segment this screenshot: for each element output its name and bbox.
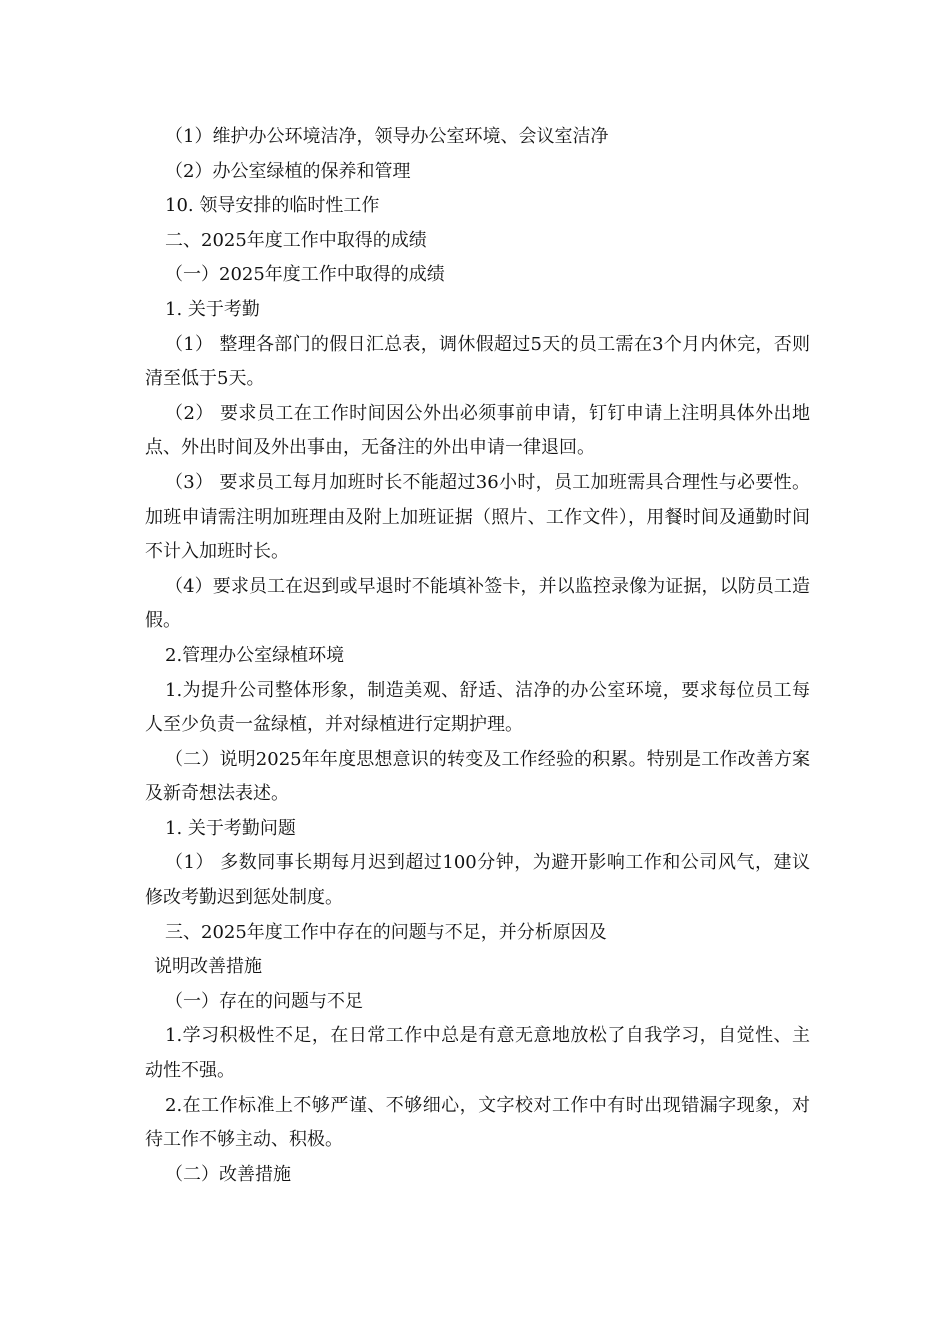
subsection-heading: （二）说明2025年年度思想意识的转变及工作经验的积累。特别是工作改善方案及新奇想法表述。 (145, 748, 810, 805)
document-body (145, 120, 810, 1192)
paragraph: 2.在工作标准上不够严谨、不够细心，文字校对工作中有时出现错漏字现象，对待工作不够主动、积极。 (145, 1094, 810, 1151)
paragraph: （2）办公室绿植的保养和管理 (165, 160, 411, 182)
paragraph: （1） 多数同事长期每月迟到超过100分钟，为避开影响工作和公司风气，建议修改考勤迟到惩处制度。 (145, 852, 810, 909)
subsection-heading: （一）存在的问题与不足 (165, 990, 363, 1012)
paragraph: 1.为提升公司整体形象，制造美观、舒适、洁净的办公室环境，要求每位员工每人至少负责一盆绿植，并对绿植进行定期护理。 (145, 679, 810, 736)
paragraph: （1）维护办公环境洁净，领导办公室环境、会议室洁净 (165, 126, 609, 147)
section-heading-continued: 说明改善措施 (154, 956, 262, 978)
paragraph: （2） 要求员工在工作时间因公外出必须事前申请，钉钉申请上注明具体外出地点、外出时间及外出事由，无备注的外出申请一律退回。 (145, 402, 810, 459)
subsection-heading: （二）改善措施 (165, 1163, 291, 1185)
section-heading: 三、2025年度工作中存在的问题与不足，并分析原因及 (165, 921, 607, 943)
item-heading: 1. 关于考勤 (165, 298, 260, 320)
paragraph: 1.学习积极性不足，在日常工作中总是有意无意地放松了自我学习，自觉性、主动性不强。 (145, 1025, 810, 1082)
paragraph: （4）要求员工在迟到或早退时不能填补签卡，并以监控录像为证据，以防员工造假。 (145, 575, 810, 632)
item-heading: 1. 关于考勤问题 (165, 817, 296, 839)
paragraph: 10. 领导安排的临时性工作 (165, 195, 380, 217)
subsection-heading: （一）2025年度工作中取得的成绩 (165, 264, 445, 286)
paragraph: （1） 整理各部门的假日汇总表，调休假超过5天的员工需在3个月内休完，否则清至低于5天。 (145, 333, 810, 390)
section-heading: 二、2025年度工作中取得的成绩 (165, 229, 427, 251)
paragraph: （3） 要求员工每月加班时长不能超过36小时，员工加班需具合理性与必要性。加班申请需注明加班理由及附上加班证据（照片、工作文件），用餐时间及通勤时间不计入加班时长。 (145, 471, 810, 563)
item-heading: 2.管理办公室绿植环境 (165, 644, 345, 666)
